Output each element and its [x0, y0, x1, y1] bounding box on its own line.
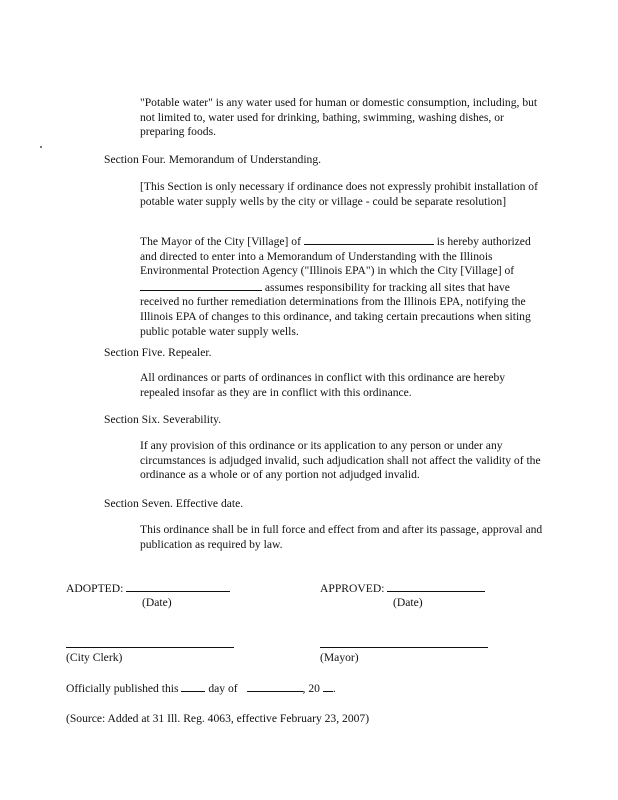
- scan-speck: [40, 146, 42, 148]
- section-four-heading: Section Four. Memorandum of Understanding.: [104, 153, 322, 166]
- publication-day-blank: [181, 680, 205, 692]
- publication-month-blank: [247, 680, 303, 692]
- section-four-note: [This Section is only necessary if ordinance does not expressly prohibit installation of potable water supply wells by the city or village - could be separate resolution]: [140, 180, 538, 208]
- adopted-line: [66, 580, 230, 597]
- section-four-body: [140, 233, 545, 339]
- adopted-date-caption: (Date): [142, 596, 172, 609]
- city-clerk-signature-blank: [66, 636, 234, 648]
- approved-date-caption: (Date): [393, 596, 423, 609]
- section-five-heading: Section Five. Repealer.: [104, 346, 212, 359]
- publication-line: [66, 680, 336, 697]
- publication-prefix: Officially published this: [66, 682, 179, 695]
- section-six-body: If any provision of this ordinance or its application to any person or under any circumstances is adjudged invalid, such adjudication shall not affect the validity of the ordinance as a whole or of any portion not adjudged invalid.: [140, 439, 541, 482]
- mayor-signature-blank: [320, 636, 488, 648]
- approved-date-blank: [387, 580, 485, 592]
- publication-year-blank: [323, 680, 333, 692]
- section-five-body: All ordinances or parts of ordinances in conflict with this ordinance are hereby repealed insofar as they are in conflict with this ordinance.: [140, 371, 506, 399]
- city-clerk-caption: (City Clerk): [66, 651, 123, 664]
- adopted-label: ADOPTED:: [66, 582, 124, 595]
- adopted-date-blank: [126, 580, 230, 592]
- mayor-caption: (Mayor): [320, 651, 359, 664]
- section-seven-body: This ordinance shall be in full force and effect from and after its passage, approval and publication as required by law.: [140, 523, 543, 551]
- publication-suffix: .: [332, 682, 336, 695]
- approved-label: APPROVED:: [320, 582, 385, 595]
- section-seven-heading: Section Seven. Effective date.: [104, 497, 244, 510]
- section-four-body-part2: is hereby authorized and directed to enter into a Memorandum of Understanding with the Illinois Environmental Protection Agency ("Illinois EPA") in which the City [Village] of: [140, 235, 531, 278]
- source-citation: (Source: Added at 31 Ill. Reg. 4063, effective February 23, 2007): [66, 712, 370, 725]
- publication-year-prefix: , 20: [302, 682, 320, 695]
- publication-day-of: day of: [208, 682, 238, 695]
- section-four-body-part1: The Mayor of the City [Village] of: [140, 235, 301, 248]
- potable-water-definition: "Potable water" is any water used for human or domestic consumption, including, but not limited to, water used for drinking, bathing, swimming, washing dishes, or preparing foods.: [140, 96, 538, 139]
- village-name-blank-2: [140, 279, 262, 291]
- village-name-blank-1: [304, 233, 434, 245]
- section-six-heading: Section Six. Severability.: [104, 413, 222, 426]
- approved-line: [320, 580, 485, 597]
- section-four-body-part3: assumes responsibility for tracking all sites that have received no further remediation determinations from the Illinois EPA, notifying the Illinois EPA of changes to this ordinance, and taking certain precautions when siting public potable water supply wells.: [140, 280, 531, 338]
